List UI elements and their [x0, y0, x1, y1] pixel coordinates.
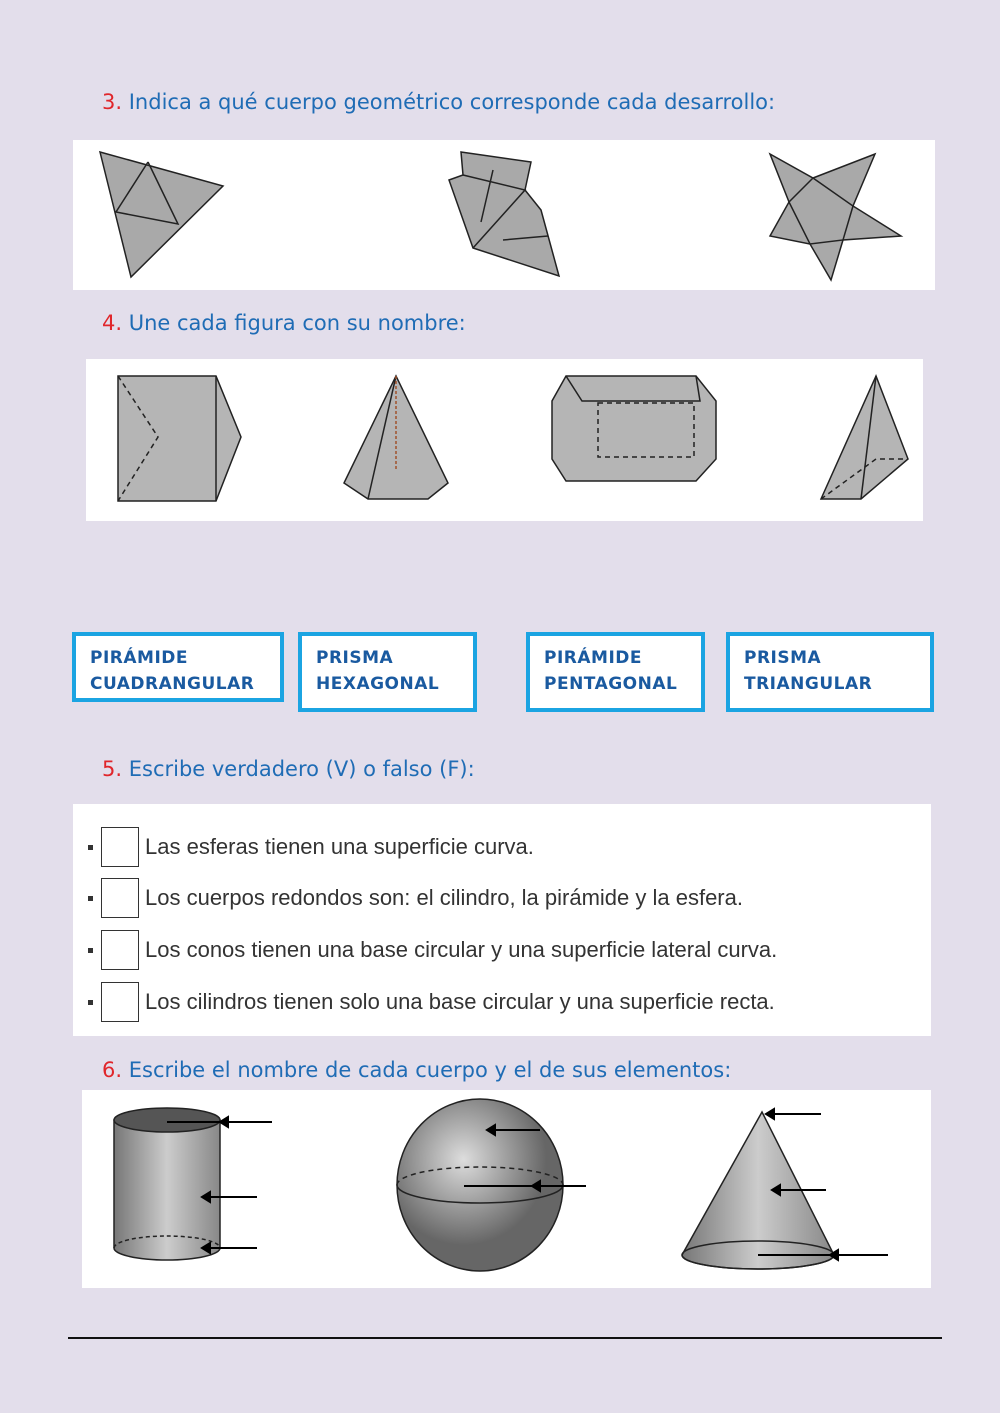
- question-4-title: 4. Une cada figura con su nombre:: [102, 311, 466, 335]
- nets-panel: [73, 140, 935, 290]
- label-piramide-pentagonal[interactable]: PIRÁMIDE PENTAGONAL: [526, 632, 705, 712]
- divider-line: [68, 1337, 942, 1339]
- geometric-nets-image: [73, 140, 935, 290]
- bullet: [88, 1000, 93, 1005]
- answer-box[interactable]: [101, 930, 139, 970]
- answer-box[interactable]: [101, 878, 139, 918]
- question-5-title: 5. Escribe verdadero (V) o falso (F):: [102, 757, 475, 781]
- statement-row: Las esferas tienen una superficie curva.: [88, 827, 534, 867]
- statement-row: Los cilindros tienen solo una base circular y una superficie recta.: [88, 982, 775, 1022]
- statement-row: Los conos tienen una base circular y una superficie lateral curva.: [88, 930, 777, 970]
- solids-image: [86, 359, 923, 521]
- bullet: [88, 896, 93, 901]
- round-solids-panel: [82, 1090, 931, 1288]
- label-prisma-triangular[interactable]: PRISMA TRIANGULAR: [726, 632, 934, 712]
- round-solids-image: [82, 1090, 931, 1288]
- question-3-title: 3. Indica a qué cuerpo geométrico corresponde cada desarrollo:: [102, 90, 776, 114]
- answer-box[interactable]: [101, 827, 139, 867]
- answer-box[interactable]: [101, 982, 139, 1022]
- label-piramide-cuadrangular[interactable]: PIRÁMIDE CUADRANGULAR: [72, 632, 284, 702]
- bullet: [88, 845, 93, 850]
- bullet: [88, 948, 93, 953]
- solids-panel: [86, 359, 923, 521]
- question-6-title: 6. Escribe el nombre de cada cuerpo y el de sus elementos:: [102, 1058, 732, 1082]
- statement-row: Los cuerpos redondos son: el cilindro, la pirámide y la esfera.: [88, 878, 743, 918]
- label-prisma-hexagonal[interactable]: PRISMA HEXAGONAL: [298, 632, 477, 712]
